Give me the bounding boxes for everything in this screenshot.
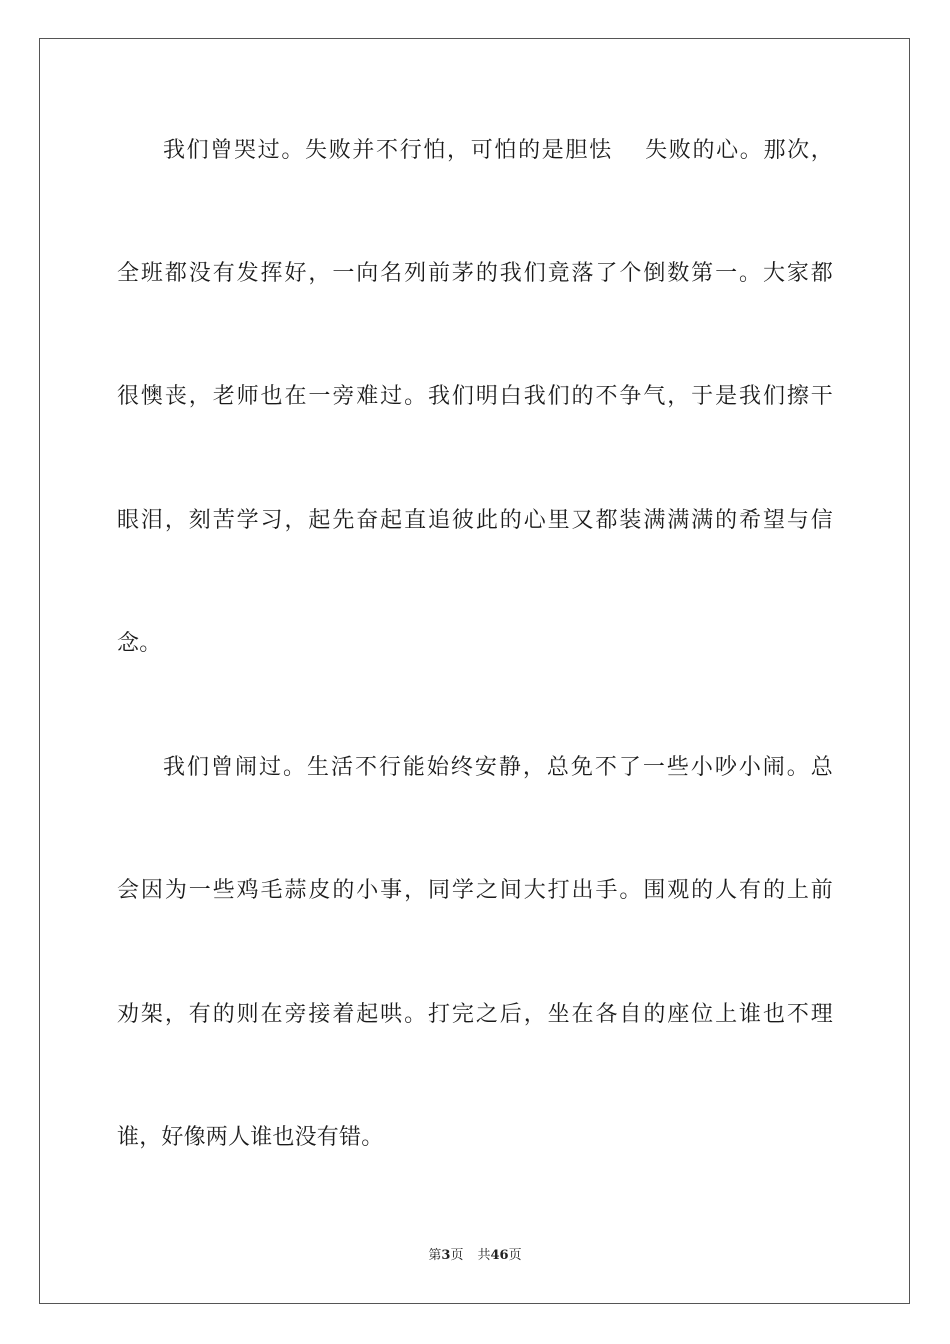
paragraph-1-line-1: 我们曾哭过。失败并不行怕，可怕的是胆怯 失败的心。那次， [163, 138, 833, 163]
page-footer [0, 1247, 950, 1265]
footer-prefix: 第 [428, 1248, 442, 1263]
footer-total-unit: 页 [508, 1248, 522, 1263]
paragraph-2-line-3: 劝架，有的则在旁接着起哄。打完之后，坐在各自的座位上谁也不理 [117, 1002, 833, 1027]
paragraph-1-line-2: 全班都没有发挥好，一向名列前茅的我们竟落了个倒数第一。大家都 [117, 261, 833, 286]
current-page-number: 3 [441, 1248, 451, 1263]
paragraph-1-line-3: 很懊丧，老师也在一旁难过。我们明白我们的不争气，于是我们擦干 [117, 384, 833, 409]
page-border [39, 38, 910, 1304]
paragraph-2-line-2: 会因为一些鸡毛蒜皮的小事，同学之间大打出手。围观的人有的上前 [117, 878, 833, 903]
paragraph-1-line-4: 眼泪，刻苦学习，起先奋起直追彼此的心里又都装满满满的希望与信 [117, 508, 833, 533]
paragraph-2-line-1: 我们曾闹过。生活不行能始终安静，总免不了一些小吵小闹。总 [163, 755, 833, 780]
footer-total-prefix: 共 [477, 1248, 491, 1263]
paragraph-1-line-5: 念。 [117, 631, 162, 656]
total-pages-number: 46 [490, 1248, 509, 1263]
footer-page-unit: 页 [450, 1248, 464, 1263]
paragraph-2-line-4: 谁，好像两人谁也没有错。 [117, 1125, 384, 1150]
